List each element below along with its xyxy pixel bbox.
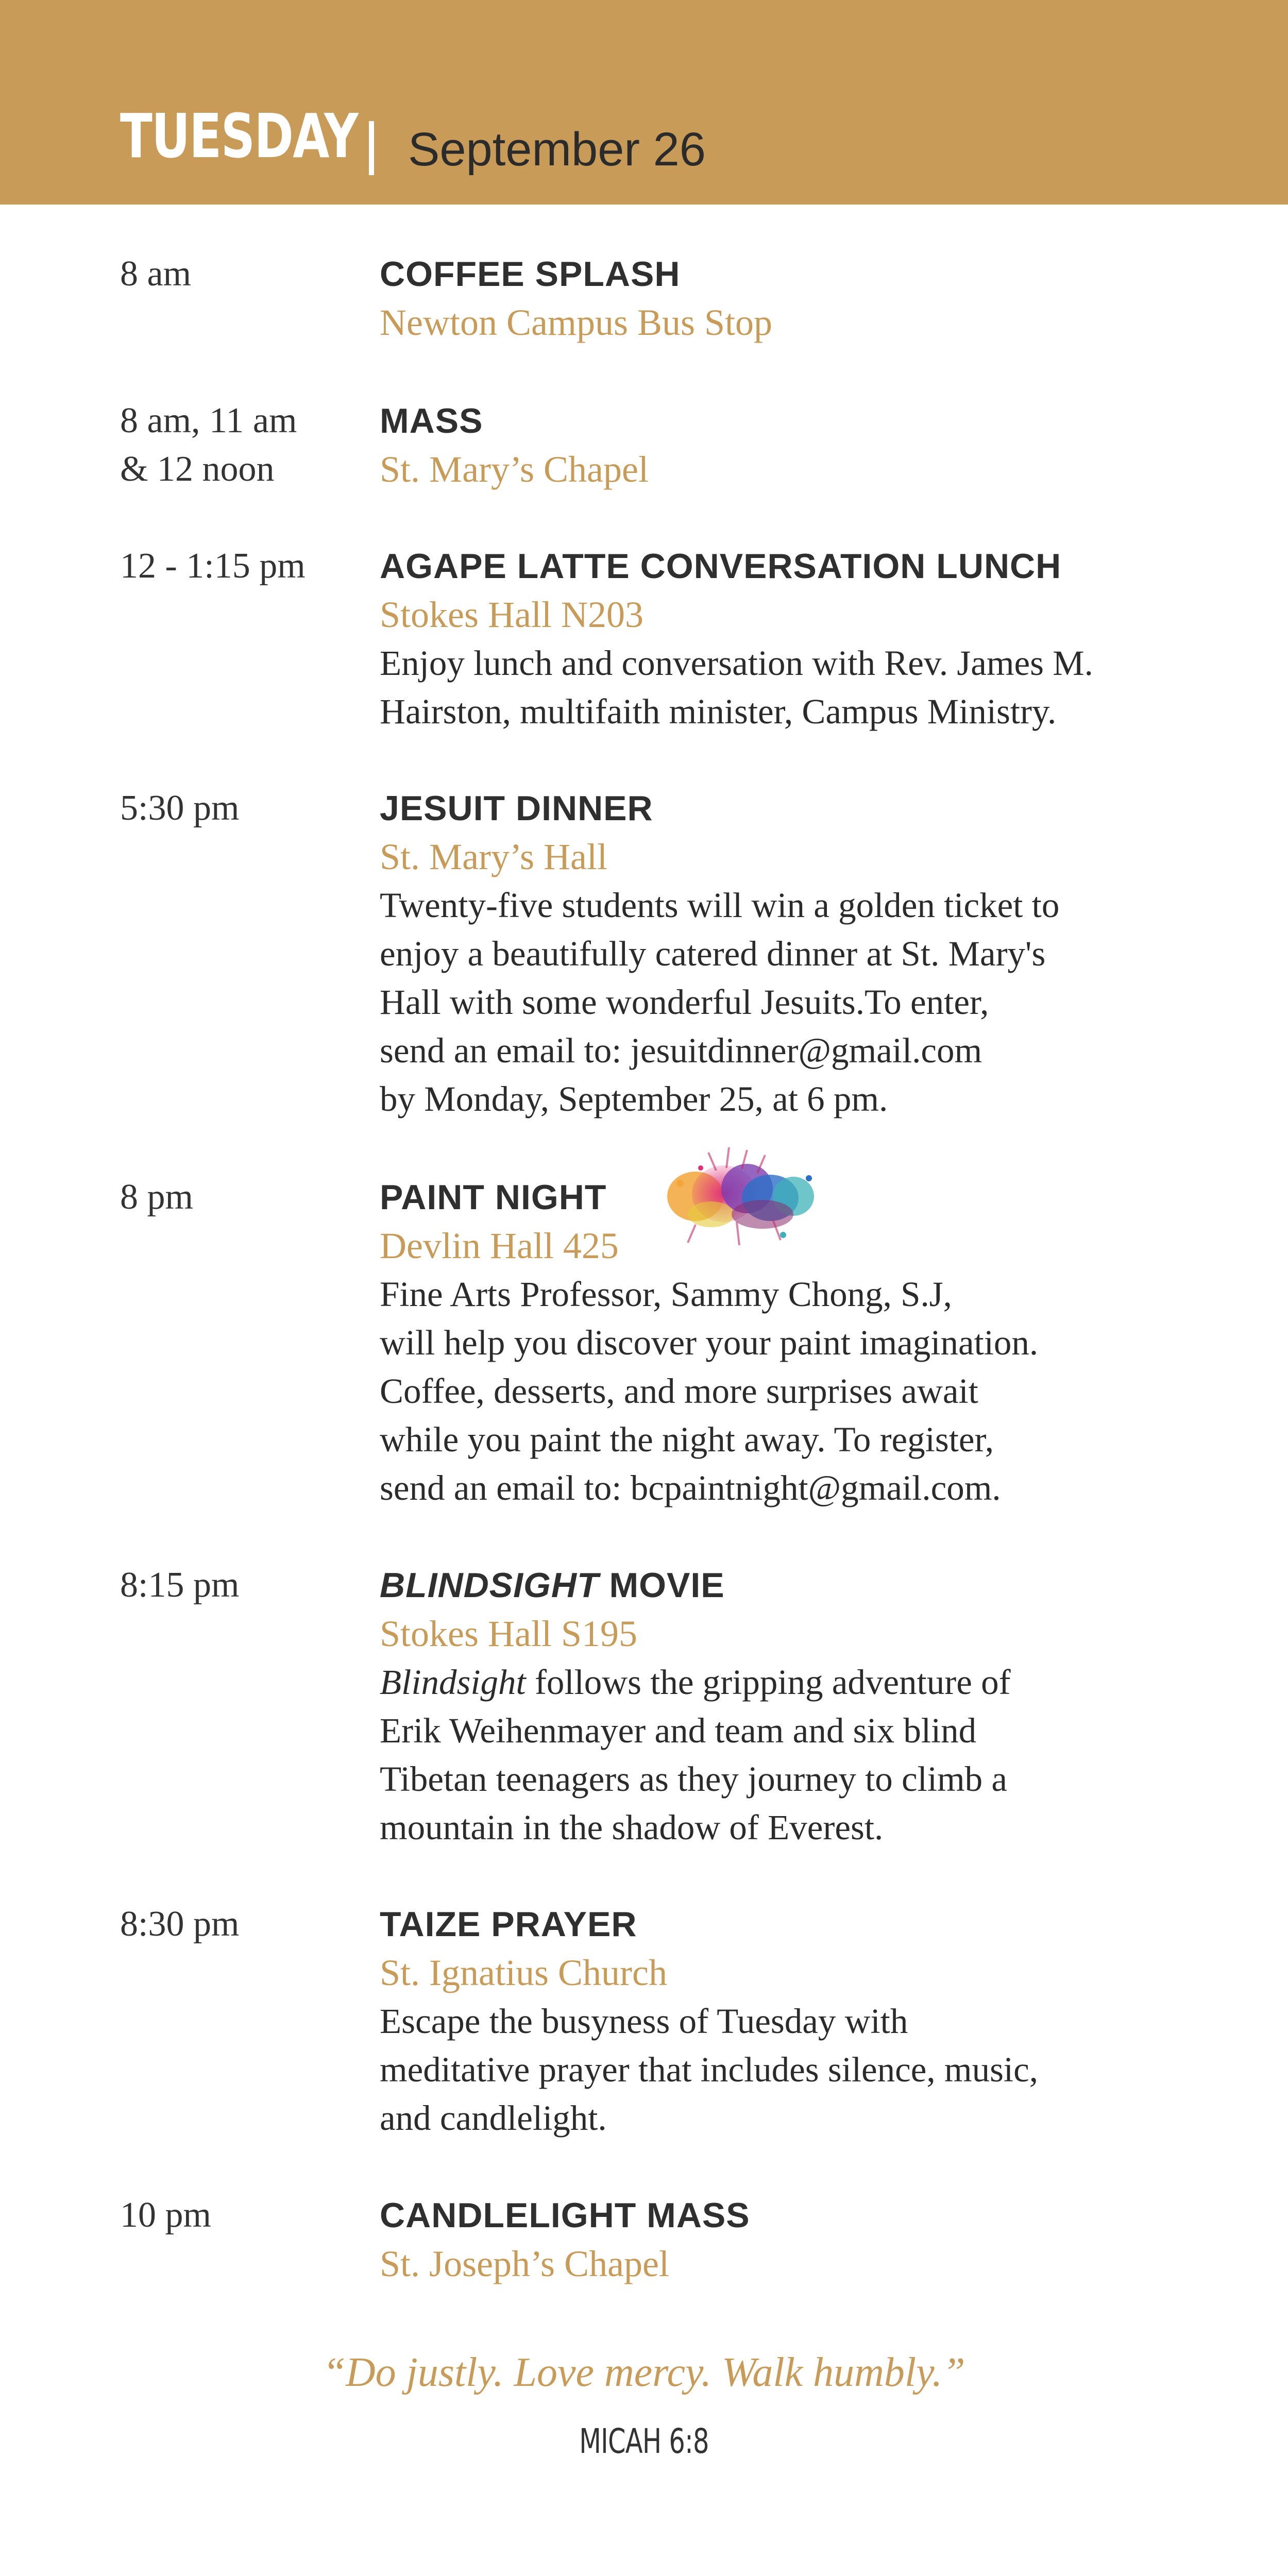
event-description (380, 1997, 1256, 2142)
description-line: by Monday, September 25, at 6 pm. (380, 1079, 888, 1118)
event-title: PAINT NIGHT (380, 1178, 607, 1217)
event-title-rest: MOVIE (599, 1566, 725, 1605)
description-line: send an email to: bcpaintnight@gmail.com. (380, 1468, 1001, 1507)
description-line: send an email to: jesuitdinner@gmail.com (380, 1031, 982, 1070)
event-description (380, 1270, 1256, 1512)
event-time: 10 pm (120, 2195, 211, 2235)
event-location: St. Mary’s Chapel (380, 449, 649, 490)
event-description (380, 1658, 1256, 1852)
event-title: TAIZE PRAYER (380, 1905, 637, 1944)
description-line: Hairston, multifaith minister, Campus Ministry. (380, 692, 1057, 731)
description-line: mountain in the shadow of Everest. (380, 1808, 884, 1847)
day-name: TUESDAY (120, 100, 358, 172)
event-time: 12 - 1:15 pm (120, 546, 306, 586)
description-line (380, 1658, 1256, 1706)
description-line: and candlelight. (380, 2098, 607, 2138)
event-time: 8:30 pm (120, 1904, 240, 1944)
event-location: St. Mary’s Hall (380, 836, 607, 877)
event-title: CANDLELIGHT MASS (380, 2196, 750, 2235)
header-date: September 26 (408, 123, 706, 176)
description-line: Twenty-five students will win a golden ticket to (380, 886, 1060, 925)
event-title: JESUIT DINNER (380, 789, 653, 828)
event-location: St. Joseph’s Chapel (380, 2243, 670, 2284)
description-line: Fine Arts Professor, Sammy Chong, S.J, (380, 1275, 952, 1314)
description-italic: Blindsight (380, 1663, 526, 1702)
description-line: Escape the busyness of Tuesday with (380, 2002, 908, 2041)
event-location: Devlin Hall 425 (380, 1225, 619, 1266)
description-text: follows the gripping adventure of (526, 1663, 1011, 1702)
event-title: AGAPE LATTE CONVERSATION LUNCH (380, 547, 1062, 586)
description-line: Enjoy lunch and conversation with Rev. James M. (380, 643, 1093, 683)
day-header (0, 0, 1288, 205)
description-line: meditative prayer that includes silence, music, (380, 2050, 1038, 2089)
event-time: 5:30 pm (120, 788, 240, 828)
event-description (380, 639, 1256, 736)
footer-quote: “Do justly. Love mercy. Walk humbly.” (323, 2350, 965, 2395)
event-title: COFFEE SPLASH (380, 255, 681, 294)
description-line: will help you discover your paint imagination. (380, 1323, 1039, 1362)
paint-splash-icon (639, 1137, 824, 1261)
description-line: Hall with some wonderful Jesuits.To enter, (380, 982, 989, 1022)
description-line: Tibetan teenagers as they journey to climb a (380, 1759, 1008, 1799)
event-time: 8:15 pm (120, 1565, 240, 1605)
event-location: St. Ignatius Church (380, 1952, 667, 1993)
description-line: while you paint the night away. To register, (380, 1420, 994, 1459)
header-divider (369, 121, 374, 175)
description-line: Erik Weihenmayer and team and six blind (380, 1711, 977, 1750)
event-title (380, 1561, 1256, 1609)
event-time: 8 am, 11 am & 12 noon (120, 401, 297, 489)
event-description (380, 881, 1256, 1123)
event-location: Stokes Hall S195 (380, 1613, 638, 1654)
event-title: MASS (380, 401, 483, 440)
description-line: Coffee, desserts, and more surprises await (380, 1371, 978, 1411)
description-line: enjoy a beautifully catered dinner at St. Mary's (380, 934, 1046, 973)
event-time: 8 pm (120, 1177, 193, 1217)
event-time: 8 am (120, 254, 192, 294)
event-location: Newton Campus Bus Stop (380, 302, 773, 343)
event-location: Stokes Hall N203 (380, 594, 643, 635)
event-title-italic: BLINDSIGHT (380, 1566, 599, 1605)
footer-citation: MICAH 6:8 (579, 2421, 709, 2461)
